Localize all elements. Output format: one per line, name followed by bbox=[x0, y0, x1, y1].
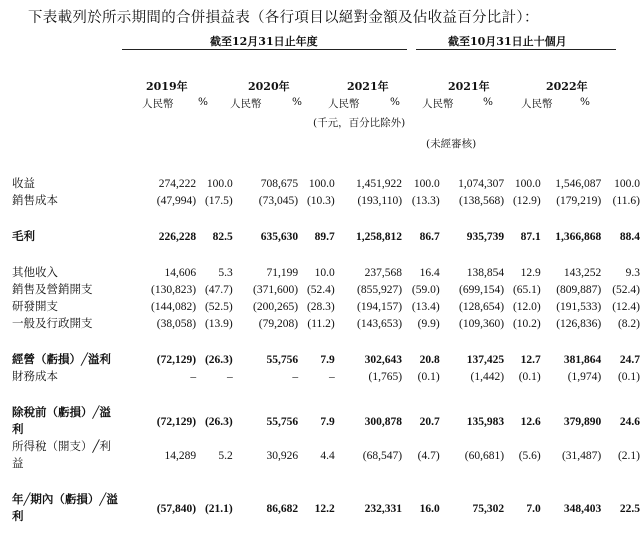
unit-rmb: 人民幣 bbox=[521, 98, 553, 110]
amount-cell bbox=[121, 473, 196, 492]
percent-cell: (52.4) bbox=[306, 284, 335, 296]
amount-cell bbox=[121, 246, 196, 265]
amount-cell: 30,926 bbox=[266, 449, 299, 462]
table-row bbox=[12, 405, 640, 439]
amount-cell: (194,157) bbox=[357, 301, 403, 313]
percent-cell: 4.4 bbox=[320, 449, 335, 462]
amount-cell bbox=[541, 246, 602, 265]
amount-cell: 55,756 bbox=[266, 415, 299, 428]
amount-cell bbox=[121, 333, 196, 352]
percent-cell: (2.1) bbox=[617, 449, 640, 462]
amount-cell: (143,653) bbox=[357, 318, 403, 330]
table-row bbox=[12, 352, 640, 369]
percent-cell bbox=[298, 333, 335, 352]
amount-cell: 1,451,922 bbox=[356, 178, 403, 190]
spacer-row bbox=[12, 386, 640, 405]
amount-cell: (72,129) bbox=[156, 415, 197, 428]
amount-cell: (699,154) bbox=[459, 284, 505, 296]
amount-cell bbox=[335, 246, 402, 265]
amount-cell: (138,568) bbox=[459, 195, 505, 207]
amount-cell: 1,546,087 bbox=[555, 178, 602, 190]
percent-cell: (13.3) bbox=[411, 195, 440, 207]
unit-rmb: 人民幣 bbox=[230, 98, 262, 110]
percent-cell bbox=[601, 210, 640, 229]
percent-cell: 10.0 bbox=[314, 267, 335, 279]
percent-cell bbox=[298, 210, 335, 229]
amount-cell: (128,654) bbox=[459, 301, 505, 313]
percent-cell bbox=[298, 473, 335, 492]
table-row bbox=[12, 492, 640, 526]
amount-cell: 226,228 bbox=[158, 231, 197, 243]
amount-cell bbox=[121, 386, 196, 405]
amount-cell: (31,487) bbox=[561, 449, 602, 462]
percent-cell: 20.7 bbox=[419, 415, 440, 428]
percent-cell bbox=[601, 473, 640, 492]
spacer-row bbox=[12, 246, 640, 265]
percent-cell bbox=[402, 210, 440, 229]
amount-cell bbox=[335, 473, 402, 492]
amount-cell: 302,643 bbox=[364, 354, 403, 366]
percent-cell bbox=[504, 246, 541, 265]
row-label: 除稅前（虧損）╱溢利 bbox=[12, 407, 111, 436]
year-header-2020: 2020年 bbox=[248, 80, 290, 93]
amount-cell: (193,110) bbox=[357, 195, 403, 207]
amount-cell: (79,208) bbox=[258, 318, 299, 330]
amount-cell: (1,974) bbox=[567, 371, 602, 383]
amount-cell: (200,265) bbox=[253, 301, 299, 313]
percent-cell: (0.1) bbox=[518, 371, 541, 383]
amount-cell: (371,600) bbox=[253, 284, 299, 296]
amount-cell bbox=[541, 386, 602, 405]
percent-cell bbox=[402, 473, 440, 492]
amount-cell: 1,258,812 bbox=[356, 231, 403, 243]
percent-cell bbox=[504, 386, 541, 405]
amount-cell: 635,630 bbox=[260, 231, 299, 243]
row-label: 所得稅（開支）╱利益 bbox=[12, 441, 111, 470]
amount-cell: 1,074,307 bbox=[458, 178, 505, 190]
spacer-row bbox=[12, 210, 640, 229]
amount-cell bbox=[335, 386, 402, 405]
amount-cell: 379,890 bbox=[563, 415, 602, 428]
percent-cell: 12.9 bbox=[520, 267, 541, 279]
unit-pct: % bbox=[292, 96, 302, 108]
percent-cell: (59.0) bbox=[411, 284, 440, 296]
amount-cell: (126,836) bbox=[556, 318, 602, 330]
percent-cell: (12.9) bbox=[512, 195, 541, 207]
amount-cell: (72,129) bbox=[156, 354, 197, 366]
amount-cell: (38,058) bbox=[156, 318, 197, 330]
percent-cell: (65.1) bbox=[512, 284, 541, 296]
spacer-row bbox=[12, 333, 640, 352]
percent-cell: 7.9 bbox=[320, 354, 335, 366]
year-header-2022: 2022年 bbox=[546, 80, 588, 93]
unit-rmb: 人民幣 bbox=[142, 98, 174, 110]
percent-cell: (47.7) bbox=[204, 284, 233, 296]
percent-cell bbox=[196, 333, 233, 352]
percent-cell: 86.7 bbox=[419, 231, 440, 243]
amount-cell: 143,252 bbox=[563, 267, 602, 279]
amount-cell bbox=[233, 386, 298, 405]
table-row bbox=[12, 176, 640, 193]
percent-cell: 12.2 bbox=[314, 502, 335, 515]
table-row bbox=[12, 282, 640, 299]
percent-cell: 5.2 bbox=[218, 449, 233, 462]
amount-cell: (855,927) bbox=[357, 284, 403, 296]
percent-cell: 89.7 bbox=[314, 231, 335, 243]
amount-cell: (191,533) bbox=[556, 301, 602, 313]
amount-cell bbox=[440, 473, 504, 492]
amount-cell bbox=[440, 386, 504, 405]
percent-cell: (10.3) bbox=[306, 195, 335, 207]
percent-cell: (0.1) bbox=[617, 371, 640, 383]
table-row bbox=[12, 316, 640, 333]
row-label bbox=[12, 333, 121, 352]
spacer-row bbox=[12, 473, 640, 492]
amount-cell: 348,403 bbox=[563, 502, 602, 515]
year-header-2021: 2021年 bbox=[347, 80, 389, 93]
amount-cell: (809,887) bbox=[556, 284, 602, 296]
row-label: 收益 bbox=[12, 178, 35, 190]
percent-cell bbox=[601, 246, 640, 265]
row-label bbox=[12, 473, 121, 492]
percent-cell: 100.0 bbox=[308, 178, 335, 190]
amount-cell: – bbox=[190, 371, 197, 383]
percent-cell bbox=[196, 386, 233, 405]
tenmonth-period-header: 截至10月31日止十個月 bbox=[448, 35, 567, 48]
year-header-rule bbox=[122, 49, 407, 50]
percent-cell: (26.3) bbox=[204, 354, 233, 366]
percent-cell: 100.0 bbox=[614, 178, 640, 190]
percent-cell: 9.3 bbox=[625, 267, 640, 279]
percent-cell: (9.9) bbox=[417, 318, 440, 330]
amount-cell: 1,366,868 bbox=[555, 231, 602, 243]
percent-cell bbox=[402, 386, 440, 405]
row-label bbox=[12, 386, 121, 405]
row-label: 年╱期內（虧損）╱溢利 bbox=[12, 494, 118, 523]
amount-cell: (73,045) bbox=[258, 195, 299, 207]
percent-cell bbox=[402, 246, 440, 265]
percent-cell: 5.3 bbox=[218, 267, 233, 279]
percent-cell: (13.4) bbox=[411, 301, 440, 313]
row-label: 研發開支 bbox=[12, 301, 58, 313]
table-row bbox=[12, 229, 640, 246]
amount-cell bbox=[541, 473, 602, 492]
table-row bbox=[12, 265, 640, 282]
income-statement-table bbox=[12, 176, 640, 526]
percent-cell bbox=[504, 473, 541, 492]
percent-cell: (12.4) bbox=[612, 301, 640, 313]
percent-cell: (52.5) bbox=[204, 301, 233, 313]
tenmonth-header-rule bbox=[416, 49, 616, 50]
amount-cell: 86,682 bbox=[266, 502, 299, 515]
amount-cell: (1,765) bbox=[368, 371, 403, 383]
row-label bbox=[12, 246, 121, 265]
unaudited-note: (未經審核) bbox=[426, 138, 477, 150]
amount-cell: (68,547) bbox=[362, 449, 403, 462]
amount-cell: 232,331 bbox=[364, 502, 403, 515]
percent-cell: (8.2) bbox=[617, 318, 640, 330]
percent-cell: (21.1) bbox=[204, 502, 233, 515]
amount-cell bbox=[233, 473, 298, 492]
amount-cell: 71,199 bbox=[266, 267, 299, 279]
percent-cell: 24.7 bbox=[619, 354, 640, 366]
percent-cell bbox=[504, 333, 541, 352]
percent-cell: 87.1 bbox=[520, 231, 541, 243]
percent-cell: (12.0) bbox=[512, 301, 541, 313]
amount-cell bbox=[541, 210, 602, 229]
percent-cell: 22.5 bbox=[619, 502, 640, 515]
amount-cell: 138,854 bbox=[466, 267, 505, 279]
year-period-header: 截至12月31日止年度 bbox=[210, 35, 318, 48]
amount-cell: (47,994) bbox=[156, 195, 197, 207]
row-label bbox=[12, 210, 121, 229]
amount-cell: (1,442) bbox=[470, 371, 505, 383]
amount-cell bbox=[440, 210, 504, 229]
table-row bbox=[12, 299, 640, 316]
percent-cell: – bbox=[227, 371, 233, 383]
percent-cell: 16.4 bbox=[419, 267, 440, 279]
percent-cell: 12.7 bbox=[520, 354, 541, 366]
percent-cell: 82.5 bbox=[212, 231, 233, 243]
table-row bbox=[12, 369, 640, 386]
row-label: 銷售及營銷開支 bbox=[12, 284, 93, 296]
amount-cell bbox=[233, 210, 298, 229]
percent-cell bbox=[601, 333, 640, 352]
amount-cell bbox=[121, 210, 196, 229]
amount-cell: 75,302 bbox=[472, 502, 505, 515]
percent-cell: (26.3) bbox=[204, 415, 233, 428]
amount-cell: (179,219) bbox=[556, 195, 602, 207]
amount-cell bbox=[335, 210, 402, 229]
row-label: 其他收入 bbox=[12, 267, 58, 279]
amount-cell: 274,222 bbox=[158, 178, 197, 190]
percent-cell bbox=[196, 473, 233, 492]
percent-cell bbox=[196, 210, 233, 229]
row-label: 財務成本 bbox=[12, 371, 58, 383]
percent-cell: (28.3) bbox=[306, 301, 335, 313]
percent-cell: 12.6 bbox=[520, 415, 541, 428]
percent-cell: 88.4 bbox=[619, 231, 640, 243]
percent-cell: 7.9 bbox=[320, 415, 335, 428]
intro-text: 下表載列於所示期間的合併損益表（各行項目以絕對金額及佔收益百分比計）： bbox=[28, 10, 539, 26]
amount-cell: 14,289 bbox=[164, 449, 197, 462]
percent-cell: (13.9) bbox=[204, 318, 233, 330]
table-row bbox=[12, 439, 640, 473]
percent-cell: (11.6) bbox=[612, 195, 640, 207]
amount-cell bbox=[541, 333, 602, 352]
percent-cell bbox=[298, 386, 335, 405]
amount-cell: 935,739 bbox=[466, 231, 505, 243]
unit-rmb: 人民幣 bbox=[422, 98, 454, 110]
year-header-2021-tenmonth: 2021年 bbox=[448, 80, 490, 93]
unit-rmb: 人民幣 bbox=[328, 98, 360, 110]
amount-cell: 55,756 bbox=[266, 354, 299, 366]
percent-cell: – bbox=[329, 371, 335, 383]
percent-cell: 7.0 bbox=[526, 502, 541, 515]
percent-cell: (0.1) bbox=[417, 371, 440, 383]
percent-cell: 16.0 bbox=[419, 502, 440, 515]
percent-cell: 20.8 bbox=[419, 354, 440, 366]
amount-cell: 135,983 bbox=[466, 415, 505, 428]
percent-cell: (11.2) bbox=[307, 318, 335, 330]
amount-cell: – bbox=[292, 371, 299, 383]
amount-cell bbox=[440, 333, 504, 352]
percent-cell bbox=[196, 246, 233, 265]
percent-cell: 24.6 bbox=[619, 415, 640, 428]
percent-cell: (17.5) bbox=[204, 195, 233, 207]
unit-pct: % bbox=[483, 96, 493, 108]
percent-cell: 100.0 bbox=[514, 178, 541, 190]
amount-cell: 300,878 bbox=[364, 415, 403, 428]
amount-cell: (57,840) bbox=[156, 502, 197, 515]
amount-cell: (60,681) bbox=[464, 449, 505, 462]
percent-cell bbox=[298, 246, 335, 265]
amount-cell bbox=[335, 333, 402, 352]
percent-cell: (10.2) bbox=[512, 318, 541, 330]
percent-cell: (4.7) bbox=[417, 449, 440, 462]
unit-pct: % bbox=[198, 96, 208, 108]
unit-pct: % bbox=[390, 96, 400, 108]
amount-cell: (109,360) bbox=[459, 318, 505, 330]
row-label: 一般及行政開支 bbox=[12, 318, 93, 330]
amount-cell: 137,425 bbox=[466, 354, 505, 366]
amount-cell: (130,823) bbox=[151, 284, 197, 296]
amount-cell bbox=[233, 333, 298, 352]
amount-cell: 381,864 bbox=[563, 354, 602, 366]
amount-cell bbox=[233, 246, 298, 265]
percent-cell: 100.0 bbox=[206, 178, 233, 190]
amount-cell: 708,675 bbox=[260, 178, 299, 190]
percent-cell bbox=[504, 210, 541, 229]
row-label: 銷售成本 bbox=[12, 195, 58, 207]
row-label: 經營（虧損）╱溢利 bbox=[12, 354, 111, 366]
percent-cell bbox=[601, 386, 640, 405]
thousands-note: (千元，百分比除外) bbox=[313, 117, 406, 129]
table-row bbox=[12, 193, 640, 210]
percent-cell: (52.4) bbox=[612, 284, 640, 296]
amount-cell: 14,606 bbox=[164, 267, 197, 279]
amount-cell: 237,568 bbox=[364, 267, 403, 279]
percent-cell: 100.0 bbox=[413, 178, 440, 190]
row-label: 毛利 bbox=[12, 231, 35, 243]
amount-cell: (144,082) bbox=[151, 301, 197, 313]
amount-cell bbox=[440, 246, 504, 265]
percent-cell bbox=[402, 333, 440, 352]
percent-cell: (5.6) bbox=[518, 449, 541, 462]
unit-pct: % bbox=[580, 96, 590, 108]
year-header-2019: 2019年 bbox=[146, 80, 188, 93]
